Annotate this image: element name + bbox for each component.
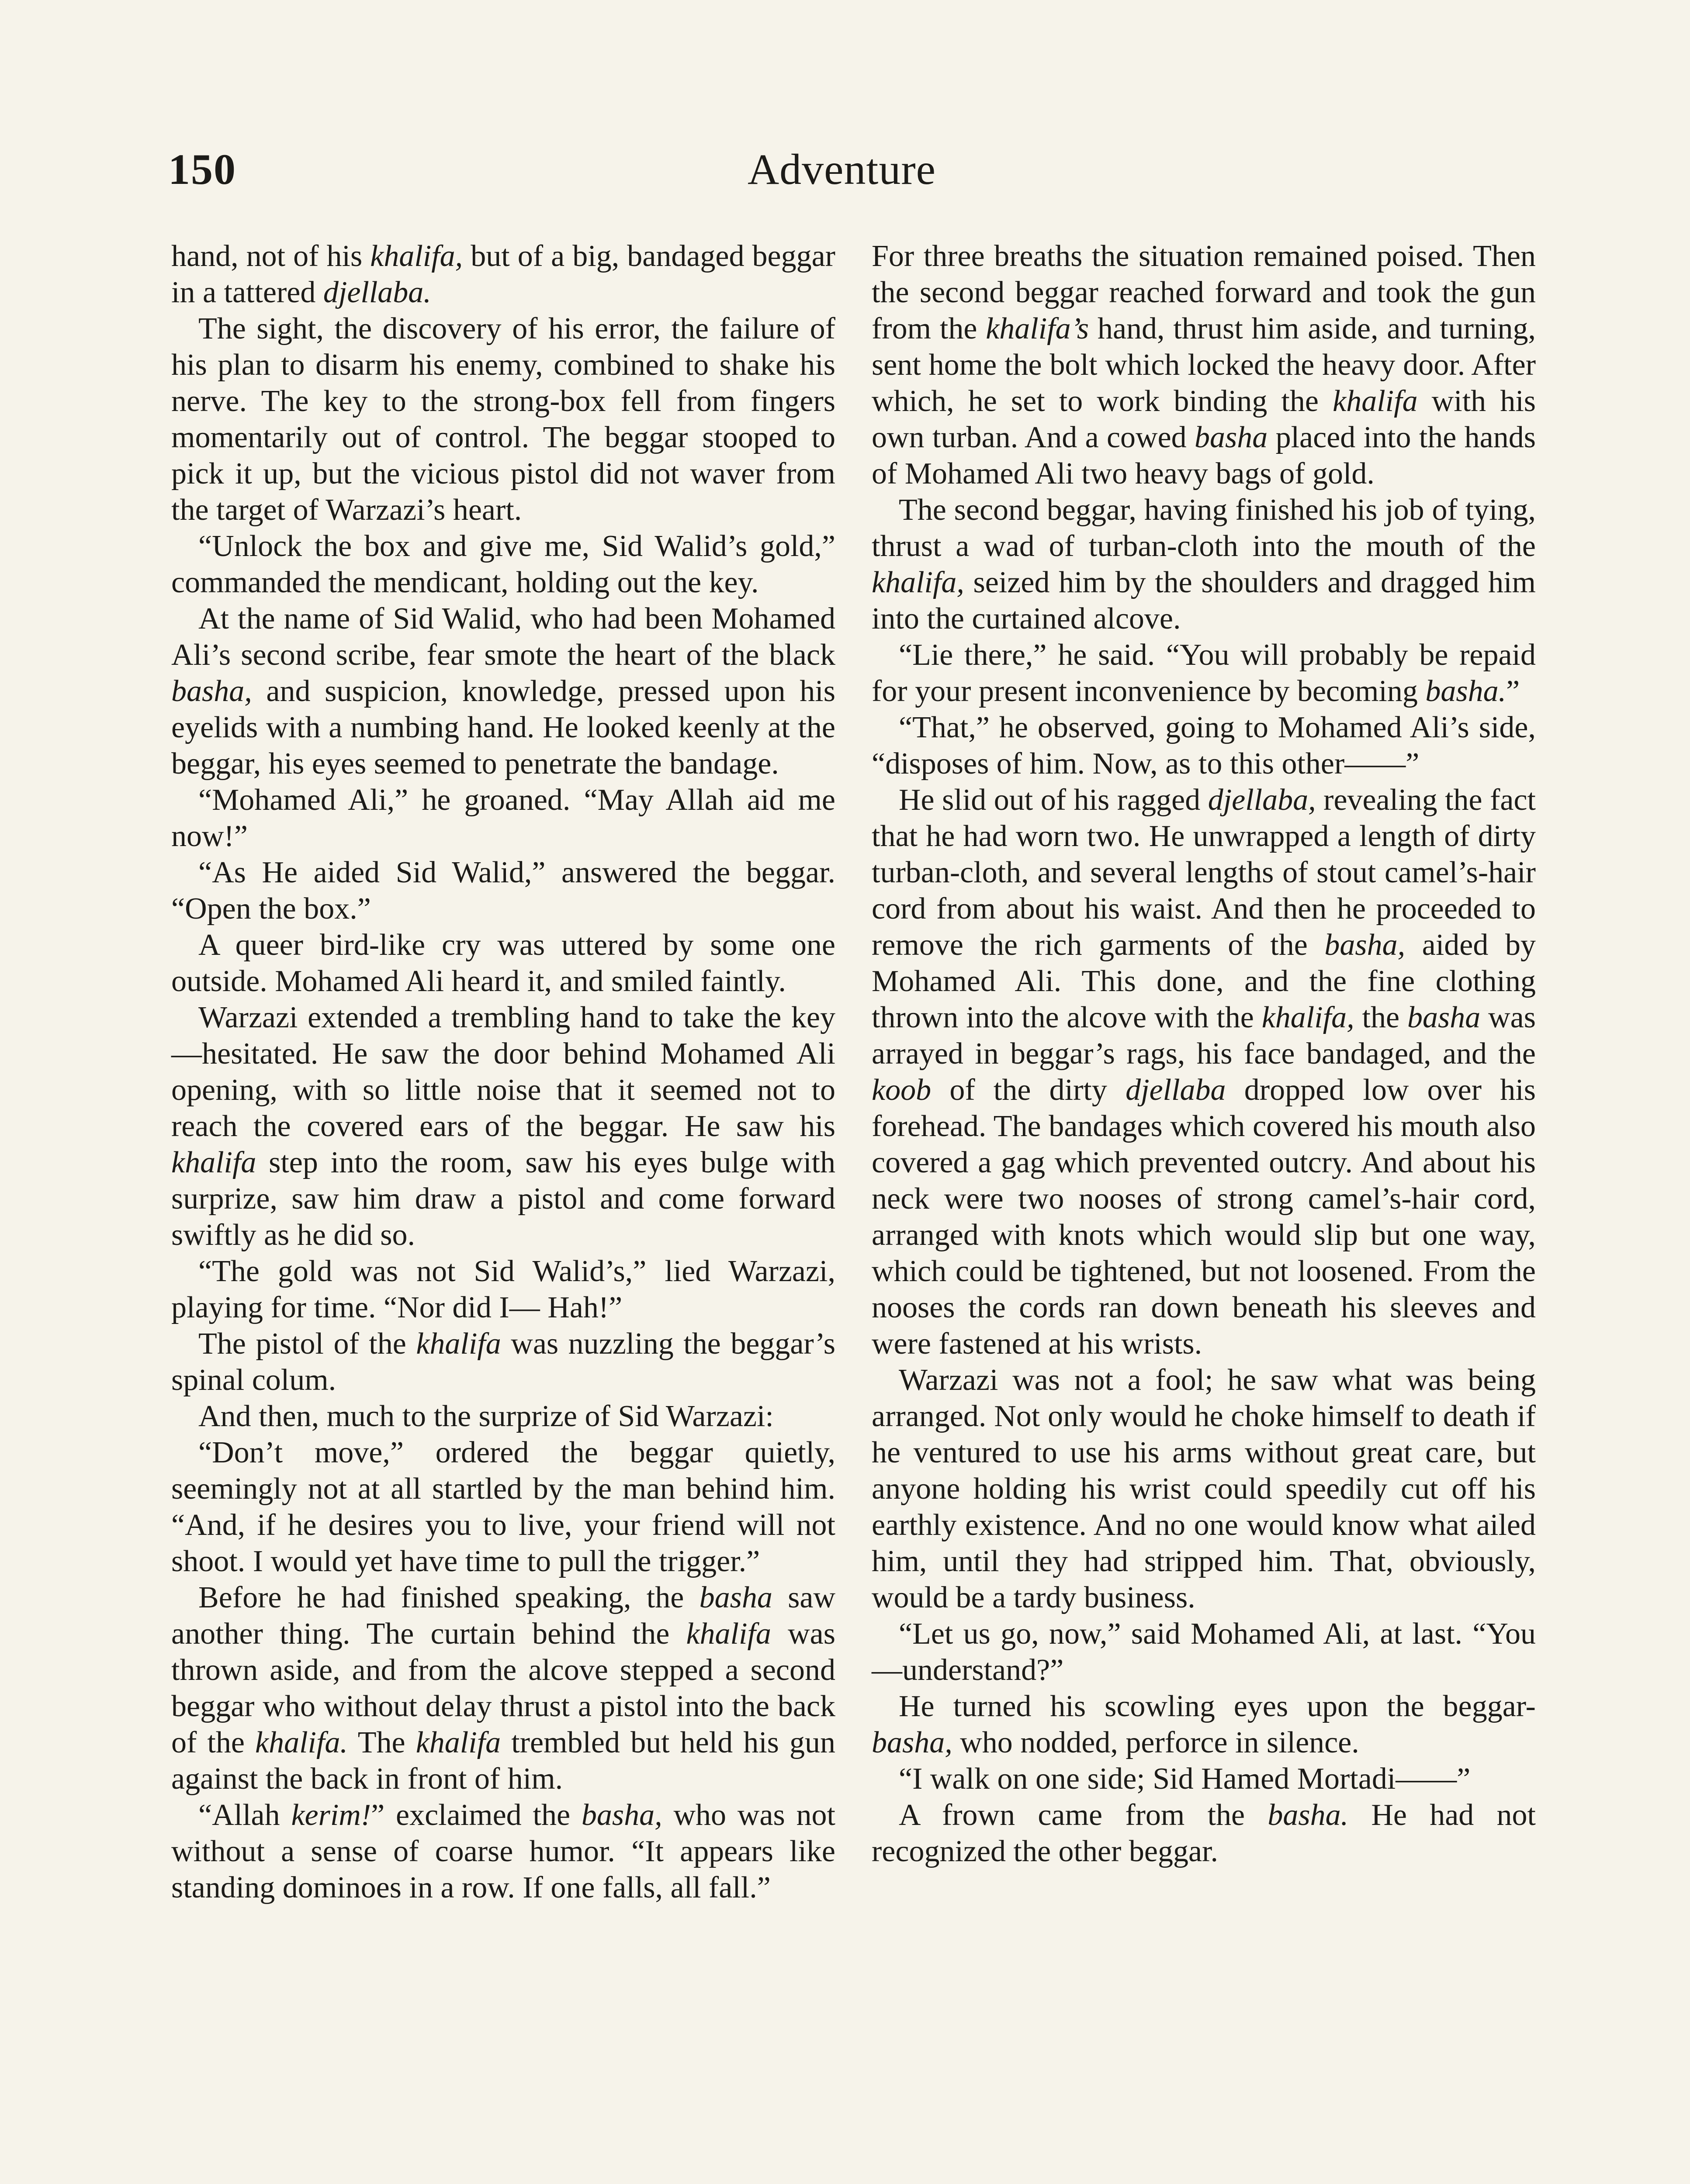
paragraph: The sight, the discovery of his error, the failure of his plan to disarm his enemy, combined to shake his nerve. The key to the strong-box fell from fingers momentarily out of control. The beggar stooped to pick it up, but the vicious pistol did not waver from the target of Warzazi’s heart. (171, 312, 835, 527)
paragraph: And then, much to the surprize of Sid Warzazi: (198, 1400, 774, 1433)
paragraph: “Allah kerim!” exclaimed the basha, who was not without a sense of coarse humor. “It appears like standing dominoes in a row. If one falls, all fall.” (171, 1798, 835, 1904)
left-column (171, 238, 835, 1906)
paragraph: He turned his scowling eyes upon the beggar-basha, who nodded, perforce in silence. (872, 1690, 1536, 1759)
paragraph: Warzazi extended a trembling hand to take the key—hesitated. He saw the door behind Mohamed Ali opening, with so little noise that it seemed not to reach the covered ears of the beggar. He saw his khalifa step into the room, saw his eyes bulge with surprize, saw him draw a pistol and come forward swiftly as he did so. (171, 1001, 835, 1252)
page-number: 150 (168, 145, 236, 194)
paragraph: “Lie there,” he said. “You will probably be repaid for your present inconvenience by becoming basha.” (872, 638, 1536, 708)
paragraph: “Unlock the box and give me, Sid Walid’s gold,” commanded the mendicant, holding out the key. (171, 529, 835, 599)
paragraph: A frown came from the basha. He had not recognized the other beggar. (872, 1798, 1536, 1868)
paragraph: hand, not of his khalifa, but of a big, bandaged beggar in a tattered djellaba. (171, 239, 835, 309)
paragraph: “Don’t move,” ordered the beggar quietly, seemingly not at all startled by the man behind him. “And, if he desires you to live, your friend will not shoot. I would yet have time to pull the trigger.” (171, 1436, 835, 1578)
paragraph: The pistol of the khalifa was nuzzling the beggar’s spinal colum. (171, 1327, 835, 1397)
paragraph: “The gold was not Sid Walid’s,” lied Warzazi, playing for time. “Nor did I— Hah!” (171, 1254, 835, 1324)
paragraph: At the name of Sid Walid, who had been Mohamed Ali’s second scribe, fear smote the heart of the black basha, and suspicion, knowledge, pressed upon his eyelids with a numbing hand. He looked keenly at the beggar, his eyes seemed to penetrate the bandage. (171, 602, 835, 781)
right-column (872, 238, 1536, 1870)
running-header (168, 144, 1515, 201)
paragraph: Warzazi was not a fool; he saw what was being arranged. Not only would he choke himself to death if he ventured to use his arms without great care, but anyone holding his wrist could speedily cut off his earthly existence. And no one would know what ailed him, until they had stripped him. That, obviously, would be a tardy business. (872, 1363, 1536, 1614)
paragraph: “Mohamed Ali,” he groaned. “May Allah aid me now!” (171, 783, 835, 853)
paragraph: A queer bird-like cry was uttered by some one outside. Mohamed Ali heard it, and smiled faintly. (171, 928, 835, 998)
paragraph: “As He aided Sid Walid,” answered the beggar. “Open the box.” (171, 856, 835, 926)
paragraph: Before he had finished speaking, the basha saw another thing. The curtain behind the khalifa was thrown aside, and from the alcove stepped a second beggar who without delay thrust a pistol into the back of the khalifa. The khalifa trembled but held his gun against the back in front of him. (171, 1581, 836, 1796)
paragraph: “Let us go, now,” said Mohamed Ali, at last. “You—understand?” (872, 1617, 1536, 1687)
paragraph: “I walk on one side; Sid Hamed Mortadi——” (899, 1762, 1471, 1796)
paragraph: He slid out of his ragged djellaba, revealing the fact that he had worn two. He unwrapped a length of dirty turban-cloth, and several lengths of stout camel’s-hair cord from about his waist. And then he proceeded to remove the rich garments of the basha, aided by Mohamed Ali. This done, and the fine clothing thrown into the alcove with the khalifa, the basha was arrayed in beggar’s rags, his face bandaged, and the koob of the dirty djellaba dropped low over his forehead. The bandages which covered his mouth also covered a gag which prevented outcry. And about his neck were two nooses of strong camel’s-hair cord, arranged with knots which would slip but one way, which could be tightened, but not loosened. From the nooses the cords ran down beneath his sleeves and were fastened at his wrists. (872, 783, 1536, 1361)
running-title: Adventure (747, 145, 936, 194)
paragraph: For three breaths the situation remained poised. Then the second beggar reached forward and took the gun from the khalifa’s hand, thrust him aside, and turning, sent home the bolt which locked the heavy door. After which, he set to work binding the khalifa with his own turban. And a cowed basha placed into the hands of Mohamed Ali two heavy bags of gold. (872, 239, 1536, 491)
paragraph: “That,” he observed, going to Mohamed Ali’s side, “disposes of him. Now, as to this other——” (872, 711, 1536, 781)
paragraph: The second beggar, having finished his job of tying, thrust a wad of turban-cloth into the mouth of the khalifa, seized him by the shoulders and dragged him into the curtained alcove. (872, 493, 1536, 636)
